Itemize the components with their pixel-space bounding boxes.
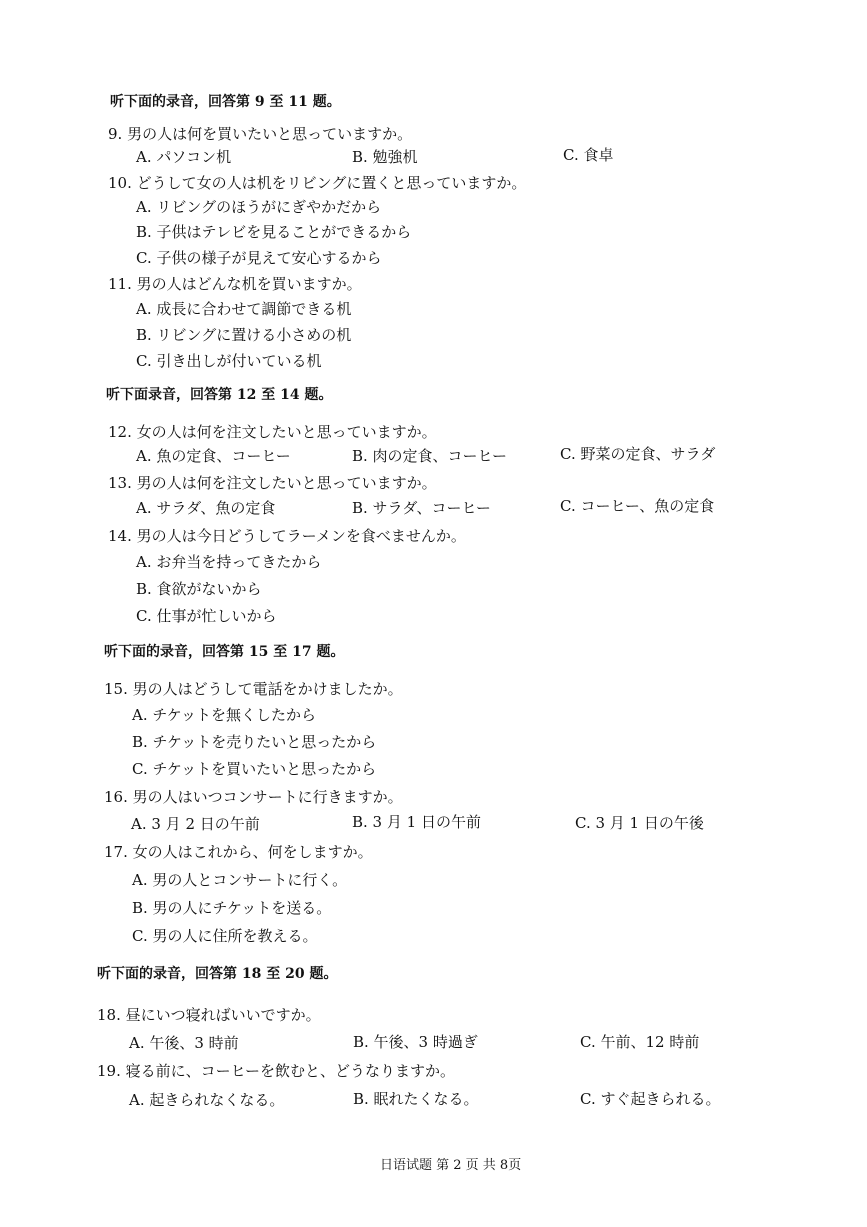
option-15b: B. チケットを売りたいと思ったから bbox=[132, 733, 377, 751]
option-11c: C. 引き出しが付いている机 bbox=[136, 352, 322, 370]
option-13a: A. サラダ、魚の定食 bbox=[136, 499, 276, 517]
option-16b: B. 3 月 1 日の午前 bbox=[352, 813, 481, 831]
option-16c: C. 3 月 1 日の午後 bbox=[575, 814, 704, 832]
question-10: 10. どうして女の人は机をリビングに置くと思っていますか。 bbox=[108, 174, 527, 192]
option-11b: B. リビングに置ける小さめの机 bbox=[136, 326, 352, 344]
option-14c: C. 仕事が忙しいから bbox=[136, 607, 277, 625]
option-13b: B. サラダ、コーヒー bbox=[352, 499, 491, 517]
option-9b: B. 勉強机 bbox=[352, 148, 418, 166]
option-10c: C. 子供の様子が見えて安心するから bbox=[136, 249, 382, 267]
option-10a: A. リビングのほうがにぎやかだから bbox=[136, 198, 382, 216]
section-heading: 听下面的录音，回答第 15 至 17 题。 bbox=[104, 644, 345, 660]
option-14b: B. 食欲がないから bbox=[136, 580, 262, 598]
option-10b: B. 子供はテレビを見ることができるから bbox=[136, 223, 412, 241]
question-17: 17. 女の人はこれから、何をしますか。 bbox=[104, 843, 373, 861]
question-14: 14. 男の人は今日どうしてラーメンを食べませんか。 bbox=[108, 527, 466, 545]
option-9a: A. パソコン机 bbox=[136, 148, 232, 166]
option-19c: C. すぐ起きられる。 bbox=[580, 1090, 721, 1108]
option-18c: C. 午前、12 時前 bbox=[580, 1033, 700, 1051]
option-12c: C. 野菜の定食、サラダ bbox=[560, 445, 716, 463]
section-heading: 听下面录音，回答第 12 至 14 题。 bbox=[106, 387, 333, 403]
option-17b: B. 男の人にチケットを送る。 bbox=[132, 899, 332, 917]
question-19: 19. 寝る前に、コーヒーを飲むと、どうなりますか。 bbox=[97, 1062, 456, 1080]
option-13c: C. コーヒー、魚の定食 bbox=[560, 497, 715, 515]
question-12: 12. 女の人は何を注文したいと思っていますか。 bbox=[108, 423, 437, 441]
option-14a: A. お弁当を持ってきたから bbox=[136, 553, 322, 571]
question-16: 16. 男の人はいつコンサートに行きますか。 bbox=[104, 788, 403, 806]
question-9: 9. 男の人は何を買いたいと思っていますか。 bbox=[108, 125, 413, 143]
option-19a: A. 起きられなくなる。 bbox=[129, 1091, 285, 1109]
option-11a: A. 成長に合わせて調節できる机 bbox=[136, 300, 352, 318]
option-19b: B. 眠れたくなる。 bbox=[353, 1090, 479, 1108]
question-11: 11. 男の人はどんな机を買いますか。 bbox=[108, 275, 362, 293]
question-15: 15. 男の人はどうして電話をかけましたか。 bbox=[104, 680, 403, 698]
option-16a: A. 3 月 2 日の午前 bbox=[131, 815, 260, 833]
option-17c: C. 男の人に住所を教える。 bbox=[132, 927, 318, 945]
option-18b: B. 午後、3 時過ぎ bbox=[353, 1033, 478, 1051]
option-12a: A. 魚の定食、コーヒー bbox=[136, 447, 291, 465]
section-heading: 听下面的录音，回答第 18 至 20 题。 bbox=[97, 966, 338, 982]
option-12b: B. 肉の定食、コーヒー bbox=[352, 447, 507, 465]
option-9c: C. 食卓 bbox=[563, 146, 614, 164]
option-17a: A. 男の人とコンサートに行く。 bbox=[132, 871, 348, 889]
option-15c: C. チケットを買いたいと思ったから bbox=[132, 760, 377, 778]
option-18a: A. 午後、3 時前 bbox=[129, 1034, 239, 1052]
section-heading: 听下面的录音，回答第 9 至 11 题。 bbox=[110, 94, 341, 110]
option-15a: A. チケットを無くしたから bbox=[132, 706, 317, 724]
question-18: 18. 昼にいつ寝ればいいですか。 bbox=[97, 1006, 321, 1024]
page-footer: 日语试题 第 2 页 共 8页 bbox=[380, 1158, 522, 1173]
question-13: 13. 男の人は何を注文したいと思っていますか。 bbox=[108, 474, 437, 492]
